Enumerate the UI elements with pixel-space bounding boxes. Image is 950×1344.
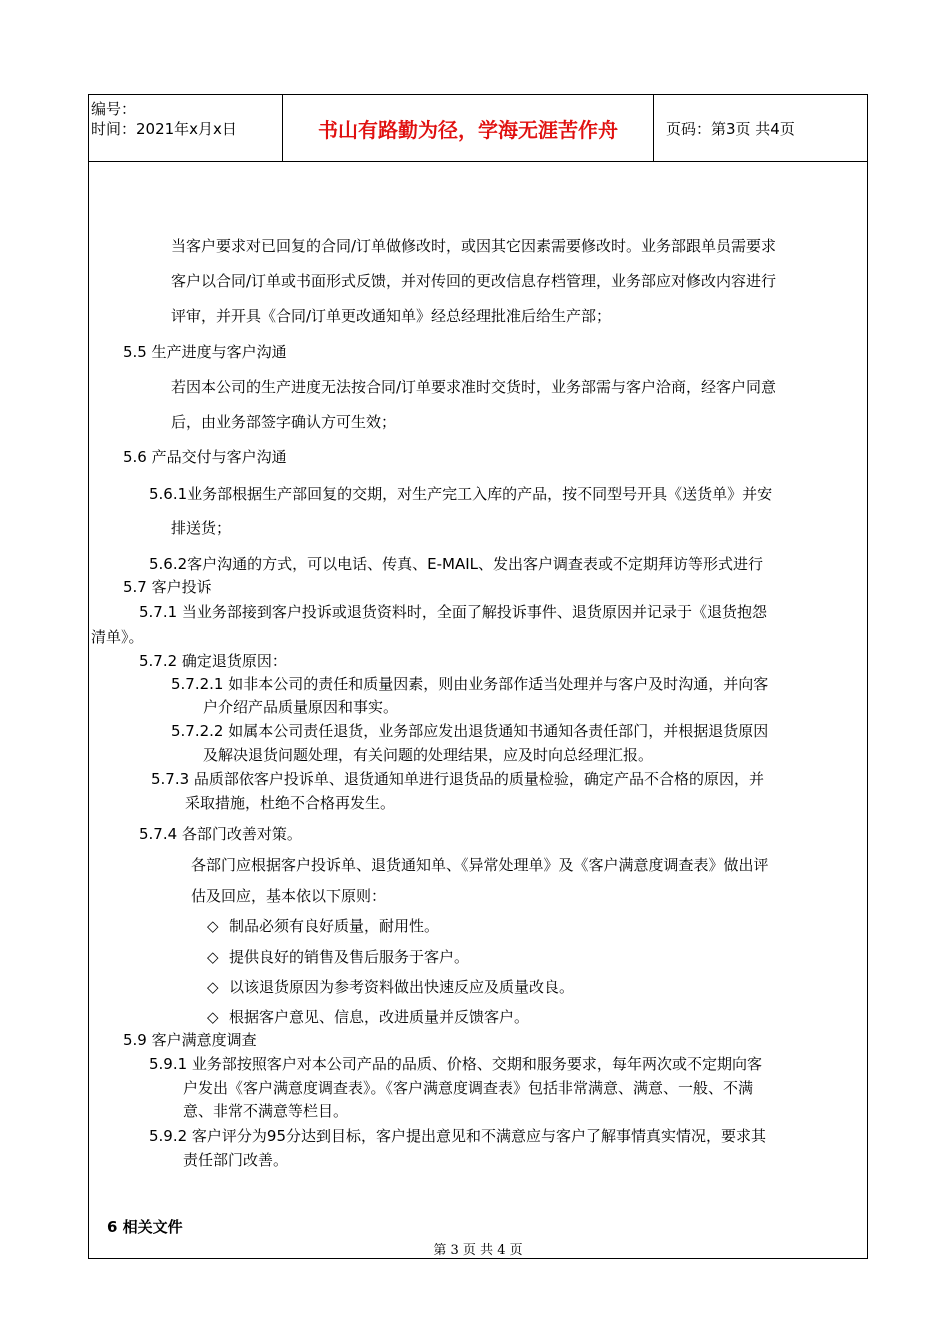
diamond-icon: ◇	[207, 917, 219, 935]
paragraph-line: 客户以合同/订单或书面形式反馈，并对传回的更改信息存档管理，业务部应对修改内容进行	[171, 272, 777, 290]
paragraph-line: 排送货；	[171, 519, 232, 537]
paragraph-line: 5.7.4 各部门改善对策。	[139, 825, 302, 843]
bullet-item: ◇ 制品必须有良好质量，耐用性。	[207, 917, 440, 935]
diamond-icon: ◇	[207, 948, 219, 966]
paragraph-line: 5.9.1 业务部按照客户对本公司产品的品质、价格、交期和服务要求，每年两次或不定期向客	[149, 1055, 762, 1073]
paragraph-line: 5.7.2.1 如非本公司的责任和质量因素，则由业务部作适当处理并与客户及时沟通，并向客	[171, 675, 769, 693]
paragraph-line: 5.6.1业务部根据生产部回复的交期，对生产完工入库的产品，按不同型号开具《送货单》并安	[149, 485, 773, 503]
paragraph-line: 责任部门改善。	[183, 1151, 289, 1169]
paragraph-line: 若因本公司的生产进度无法按合同/订单要求准时交货时，业务部需与客户洽商，经客户同意	[171, 378, 777, 396]
paragraph-line: 5.7.2 确定退货原因：	[139, 652, 287, 670]
document-header	[89, 95, 867, 162]
bullet-item: ◇ 根据客户意见、信息，改进质量并反馈客户。	[207, 1008, 530, 1026]
document-date: 时间：2021年x月x日	[91, 120, 237, 138]
paragraph-line: 各部门应根据客户投诉单、退货通知单、《异常处理单》及《客户满意度调查表》做出评	[191, 856, 769, 874]
paragraph-line: 户介绍产品质量原因和事实。	[203, 698, 399, 716]
paragraph-line: 后，由业务部签字确认方可生效；	[171, 413, 397, 431]
section-heading-5-5: 5.5 生产进度与客户沟通	[123, 343, 287, 361]
paragraph-line: 5.7.3 品质部依客户投诉单、退货通知单进行退货品的质量检验，确定产品不合格的原因，并	[151, 770, 764, 788]
header-meta	[89, 95, 283, 161]
document-page	[88, 94, 868, 1259]
diamond-icon: ◇	[207, 978, 219, 996]
paragraph-line: 评审，并开具《合同/订单更改通知单》经总经理批准后给生产部；	[171, 307, 612, 325]
section-heading-5-9: 5.9 客户满意度调查	[123, 1031, 257, 1049]
paragraph-line: 清单》。	[91, 628, 144, 646]
paragraph-line: 采取措施，杜绝不合格再发生。	[185, 794, 396, 812]
document-number: 编号：	[91, 100, 137, 118]
paragraph-line: 5.6.2客户沟通的方式，可以电话、传真、E-MAIL、发出客户调查表或不定期拜访等形式进行	[149, 555, 764, 573]
paragraph-line: 5.7.2.2 如属本公司责任退货，业务部应发出退货通知书通知各责任部门，并根据退货原因	[171, 722, 769, 740]
bullet-item: ◇ 以该退货原因为参考资料做出快速反应及质量改良。	[207, 978, 575, 996]
page-footer: 第 3 页 共 4 页	[433, 1243, 523, 1258]
section-heading-6: 6 相关文件	[107, 1218, 183, 1236]
paragraph-line: 当客户要求对已回复的合同/订单做修改时，或因其它因素需要修改时。业务部跟单员需要求	[171, 237, 777, 255]
bullet-item: ◇ 提供良好的销售及售后服务于客户。	[207, 948, 470, 966]
paragraph-line: 及解决退货问题处理，有关问题的处理结果，应及时向总经理汇报。	[203, 746, 654, 764]
paragraph-line: 估及回应，基本依以下原则：	[191, 887, 387, 905]
paragraph-line: 意、非常不满意等栏目。	[183, 1102, 349, 1120]
paragraph-line: 5.7.1 当业务部接到客户投诉或退货资料时，全面了解投诉事件、退货原因并记录于《退货抱怨	[139, 603, 767, 621]
paragraph-line: 户发出《客户满意度调查表》。《客户满意度调查表》包括非常满意、满意、一般、不满	[183, 1079, 754, 1097]
section-heading-5-6: 5.6 产品交付与客户沟通	[123, 448, 287, 466]
section-heading-5-7: 5.7 客户投诉	[123, 578, 212, 596]
header-page-info: 页码：第3页 共4页	[666, 119, 795, 138]
header-motto: 书山有路勤为径，学海无涯苦作舟	[283, 95, 654, 161]
diamond-icon: ◇	[207, 1008, 219, 1026]
paragraph-line: 5.9.2 客户评分为95分达到目标，客户提出意见和不满意应与客户了解事情真实情况，要求其	[149, 1127, 767, 1145]
